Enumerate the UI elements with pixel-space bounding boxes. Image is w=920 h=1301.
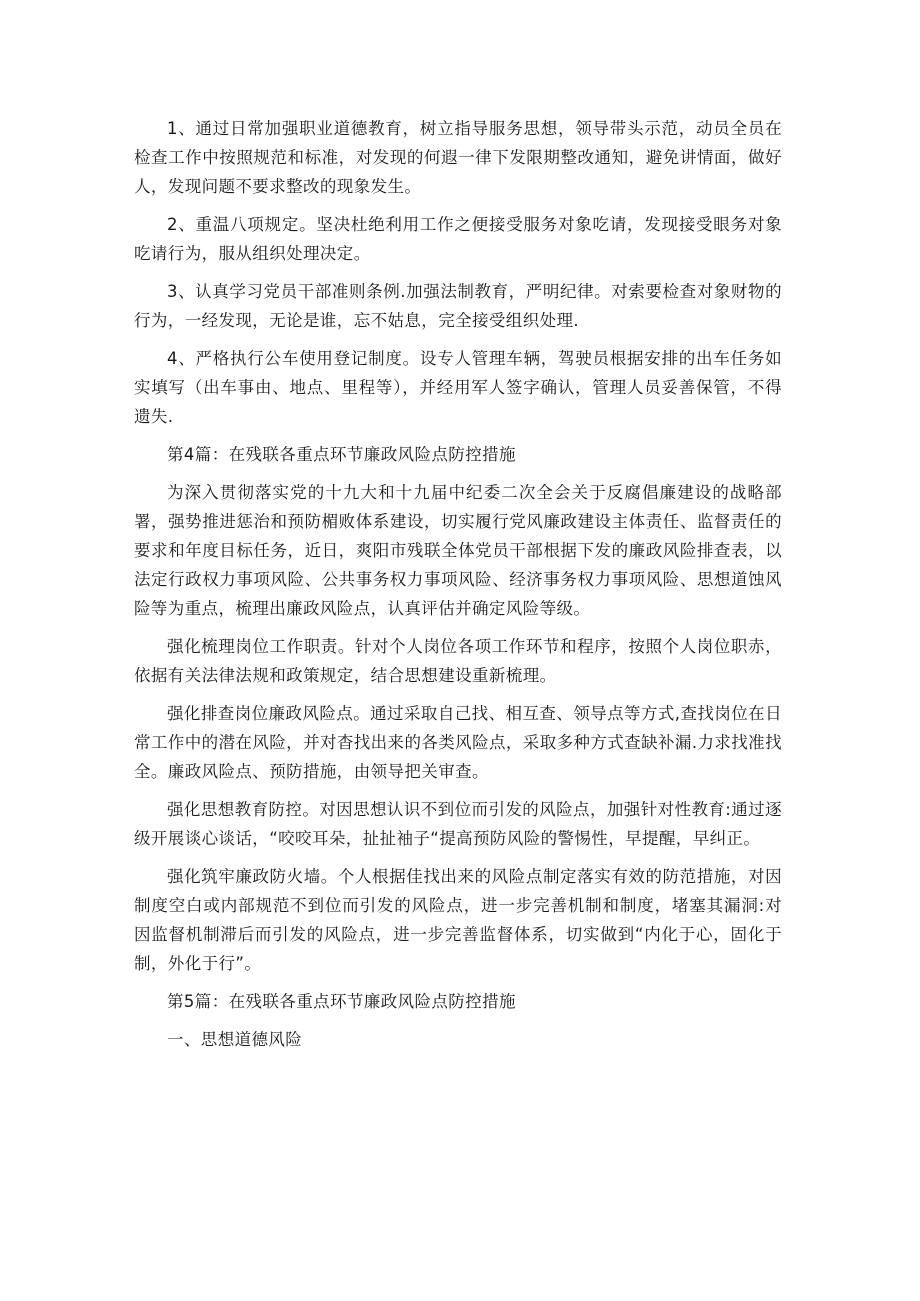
paragraph-education: 强化思想教育防控。对因思想认识不到位而引发的风险点，加强针对性教育:通过逐级开展谈心谈话，“咬咬耳朵，扯扯袖子“提高预防风险的警惕性，早提醒，早纠正。 xyxy=(134,800,782,848)
paragraph-risk-check: 强化排查岗位廉政风险点。通过采取自己找、相互查、领导点等方式,查找岗位在日常工作中的潜在风险，并对杳找出来的各类风险点，采取多种方式查缺补漏.力求找准找全。廉政风险点、预防措施，由领导把关审查。 xyxy=(134,704,782,781)
section-heading-5: 第5篇：在残联各重点环节廉政风险点防控措施 xyxy=(167,992,516,1011)
paragraph-item-4: 4、严格执行公车使用登记制度。设专人管理车辆，驾驶员根据安排的出车任务如实填写（出车事由、地点、里程等），并经用军人签字确认，管理人员妥善保管，不得遗失. xyxy=(134,349,782,426)
paragraph-item-1: 1、通过日常加强职业道德教育，树立指导服务思想，领导带头示范，动员全员在检查工作中按照规范和标准，对发现的何遐一律下发限期整改通知，避免讲情面，做好人，发现问题不要求整改的现象发生。 xyxy=(134,119,782,196)
paragraph-duties: 强化梳理岗位工作职责。针对个人岗位各项工作环节和程序，按照个人岗位职赤，依据有关法律法规和政策规定，结合思想建设重新梳理。 xyxy=(134,637,782,685)
paragraph-firewall: 强化筑牢廉政防火墙。个人根据佳找出来的风险点制定落实有效的防范措施，对因制度空白或内部规范不到位而引发的风险点，进一步完善机制和制度，堵塞其漏洞:对因监督机制滞后而引发的风险点，进一步完善监督体系，切实做到“内化于心，固化于制，外化于行”。 xyxy=(134,867,782,973)
paragraph-item-2: 2、重温八项规定。坚决杜绝利用工作之便接受服务对象吃请，发现接受眼务对象吃请行为，服从组织处理决定。 xyxy=(134,215,782,263)
paragraph-intro: 为深入贯彻落实党的十九大和十九届中纪委二次全会关于反腐倡廉建设的战略部署，强势推进惩治和预防楣败体系建设，切实履行党风廉政建设主体责任、监督责任的要求和年度目标任务，近日，爽阳市残联全体党员干部根据下发的廉政风险排查表，以法定行政权力事项风险、公共事务权力事项风险、经济事务权力事项风险、思想道蚀风险等为重点，梳理出廉政风险点，认真评估并确定风险等级。 xyxy=(134,483,782,618)
section-heading-4: 第4篇：在残联各重点环节廉政风险点防控措施 xyxy=(167,445,516,464)
document-page xyxy=(134,114,782,1054)
subheading-moral-risk: 一、思想道德风险 xyxy=(167,1030,303,1049)
paragraph-item-3: 3、认真学习党员干部准则条例.加强法制教育，严明纪律。对索要检查对象财物的行为，一经发现，无论是谁，忘不姑息，完全接受组织处理. xyxy=(134,282,782,330)
